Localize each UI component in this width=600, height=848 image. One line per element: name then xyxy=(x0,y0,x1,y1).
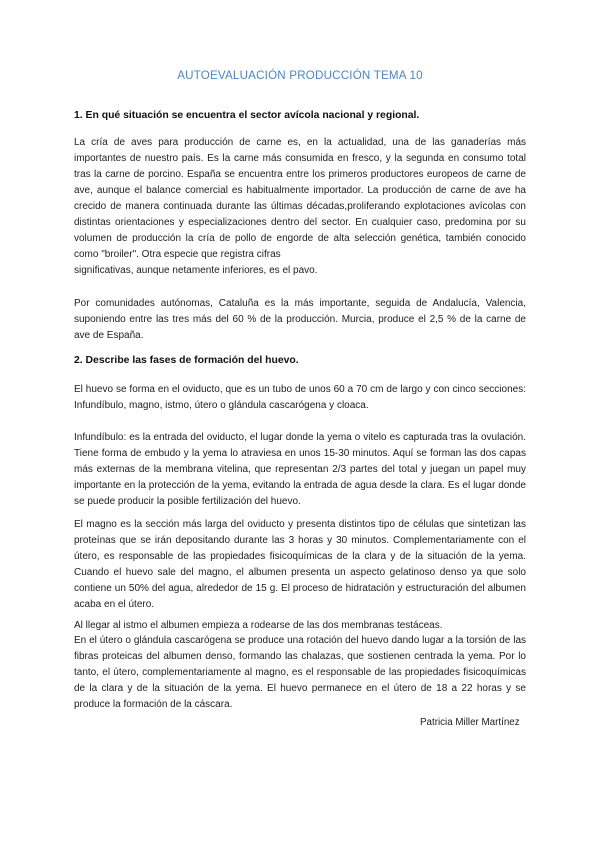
answer-2-paragraph-5: En el útero o glándula cascarógena se produce una rotación del huevo dando lugar a la torsión de las fibras proteicas del albumen denso, formando las chalazas, que sostienen centrada la yema. Por lo tanto, el útero, complementariamente al magno, es el responsable de las propiedades fisicoquímicas de la clara y de la situación de la yema. El huevo permanece en el útero de 18 a 22 horas y se produce la formación de la cáscara. xyxy=(74,635,526,710)
author-footer: Patricia Miller Martínez xyxy=(420,717,520,728)
question-2-heading: 2. Describe las fases de formación del huevo. xyxy=(74,355,299,366)
answer-1-paragraph-3: Por comunidades autónomas, Cataluña es la más importante, seguida de Andalucía, Valencia, suponiendo entre las tres más del 60 % de la producción. Murcia, produce el 2,5 % de la carne de ave de España. xyxy=(74,298,526,341)
question-1-heading: 1. En qué situación se encuentra el sector avícola nacional y regional. xyxy=(74,110,420,121)
answer-2-paragraph-3: El magno es la sección más larga del oviducto y presenta distintos tipo de células que sintetizan las proteínas que se irán depositando durante las 3 horas y 30 minutos. Complementariamente con el útero, es responsable de las propiedades fisicoquímicas de la clara y de la situación de la yema. Cuando el huevo sale del magno, el albumen presenta un aspecto gelatinoso denso ya que solo contiene un 50% del agua, alrededor de 15 g. El proceso de hidratación y estructuración del albumen acaba en el útero. xyxy=(74,519,526,610)
answer-1-paragraph-1: La cría de aves para producción de carne es, en la actualidad, una de las ganaderías más importantes de nuestro país. Es la carne más consumida en fresco, y la segunda en consumo total tras la carne de porcino. España se encuentra entre los primeros productores europeos de carne de ave, aunque el balance comercial es habitualmente importador. La producción de carne de ave ha crecido de manera continuada durante las últimas décadas,proliferando explotaciones avícolas con distintas orientaciones y especializaciones dentro del sector. En cualquier caso, predomina por su volumen de producción la cría de pollo de engorde de alta selección genética, también conocido como "broiler". Otra especie que registra cifras xyxy=(74,137,526,260)
answer-1-paragraph-2: significativas, aunque netamente inferiores, es el pavo. xyxy=(74,265,318,276)
document-title: AUTOEVALUACIÓN PRODUCCIÓN TEMA 10 xyxy=(177,69,423,82)
answer-2-paragraph-4: Al llegar al istmo el albumen empieza a rodearse de las dos membranas testáceas. xyxy=(74,620,443,631)
answer-2-paragraph-1: El huevo se forma en el oviducto, que es un tubo de unos 60 a 70 cm de largo y con cinco secciones: Infundíbulo, magno, istmo, útero o glándula cascarógena y cloaca. xyxy=(74,384,526,411)
answer-2-paragraph-2: Infundíbulo: es la entrada del oviducto, el lugar donde la yema o vitelo es capturada tras la ovulación. Tiene forma de embudo y la yema lo atraviesa en unos 15-30 minutos. Aquí se forman las dos capas más externas de la membrana vitelina, que representan 2/3 partes del total y juegan un papel muy importante en la protección de la yema, evitando la entrada de agua desde la clara. Es el lugar donde se puede producir la posible fertilización del huevo. xyxy=(74,432,526,507)
